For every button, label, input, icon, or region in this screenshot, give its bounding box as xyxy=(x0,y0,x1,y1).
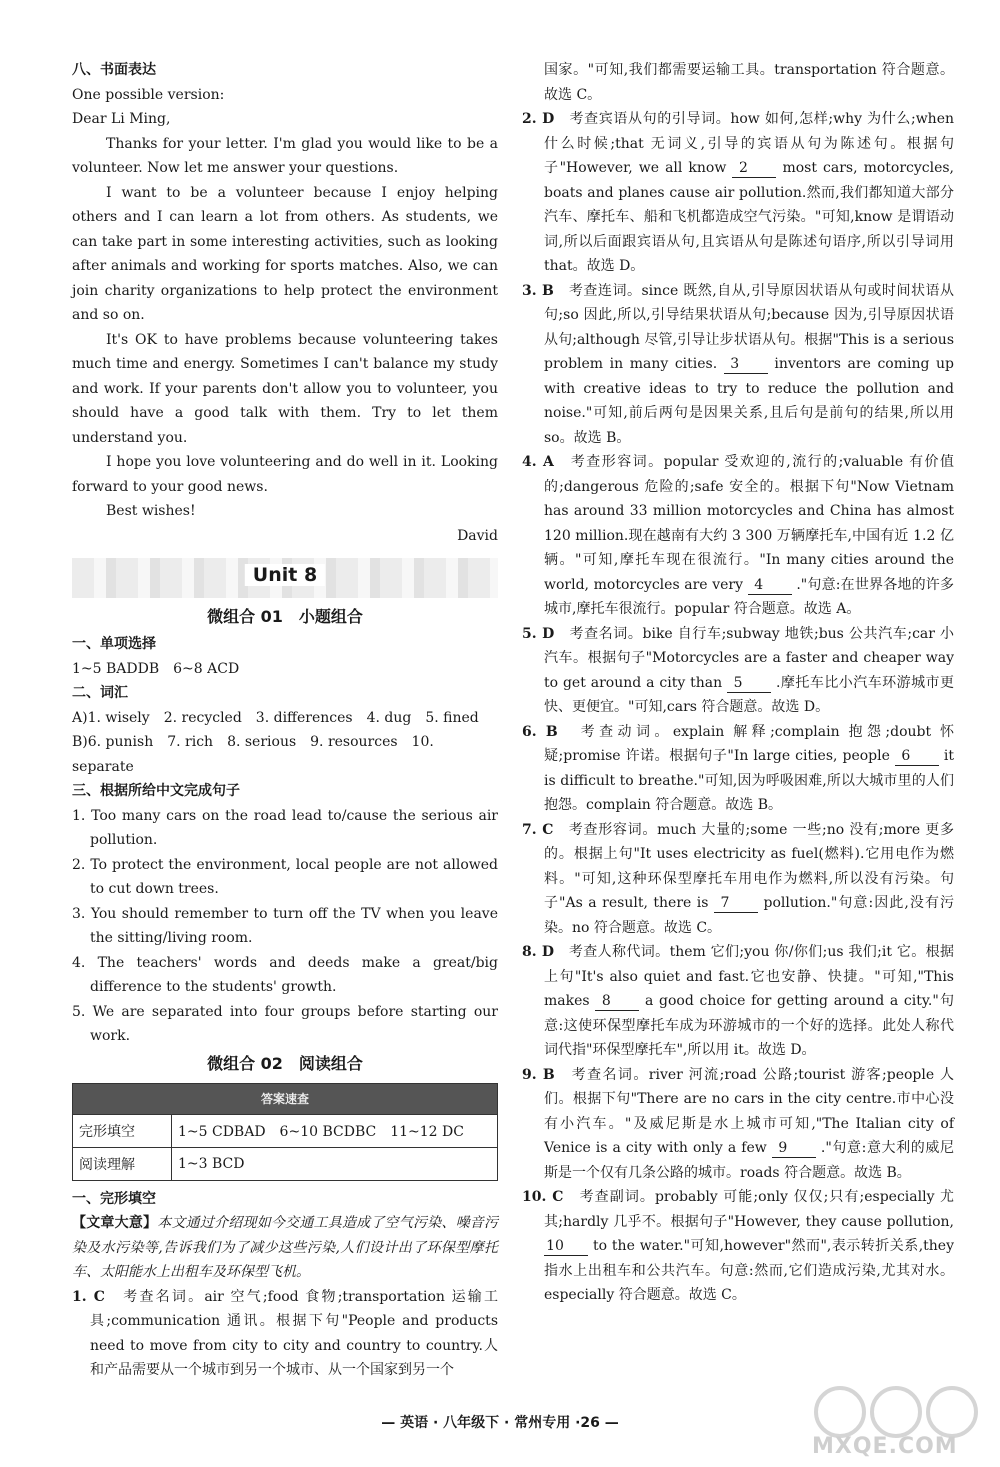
explanation-text: inventors are coming up with creative ideas to try to reduce the pollution and noise."可知,前后两句是因果关系,且后句是前句的结果,所以用 so。故选 B。 xyxy=(544,356,954,446)
table-row xyxy=(73,1114,498,1147)
explanation-text: 考查动词。explain 解释;complain 抱怨;doubt 怀疑;promise 许诺。根据句子"In large cities, people xyxy=(544,723,954,764)
explanation-text: 考查宾语从句的引导词。how 如何,怎样;why 为什么;when 什么时候;that 无词义,引导的宾语从句为陈述句。根据句子"However, we all know xyxy=(544,111,954,176)
right-column xyxy=(522,58,954,1308)
letter-paragraph: I hope you love volunteering and do well in it. Looking forward to your good news. xyxy=(72,454,498,495)
signature: David xyxy=(457,527,498,544)
explanation-text: 考查名词。bike 自行车;subway 地铁;bus 公共汽车;car 小汽车。根据句子"Motorcycles are a faster and cheaper way to get around a city than xyxy=(544,625,955,691)
blank-number: 2 xyxy=(732,159,776,178)
explanation-item xyxy=(522,279,954,451)
sentence-answer: 2. To protect the environment, local people are not allowed to cut down trees. xyxy=(72,856,498,897)
vocab-answers-b: B)6. punish 7. rich 8. serious 9. resources 10. separate xyxy=(72,734,434,775)
blank-number: 3 xyxy=(724,355,768,374)
explanation-list xyxy=(522,107,954,1308)
explanation-item xyxy=(522,720,954,818)
explanation-text: ."句意:在世界各地的许多城市,摩托车很流行。popular 符合题意。故选 A。 xyxy=(544,576,954,617)
explanation-item xyxy=(522,107,954,279)
question-number: 5. D xyxy=(522,625,555,642)
explanation-text: 考查名词。air 空气;food 食物;transportation 运输工具;communication 通讯。根据下句"People and products need to move from city to city and country to country.人和产品需要从一个城市到另一个城市、从一个国家到另一个 xyxy=(90,1288,498,1378)
question-number: 8. D xyxy=(522,944,555,960)
blank-number: 4 xyxy=(748,576,792,595)
unit-banner xyxy=(72,558,498,598)
writing-heading: 八、书面表达 xyxy=(72,62,156,78)
sentence-answer: 4. The teachers' words and deeds make a great/big difference to the students' growth. xyxy=(72,954,498,995)
version-label: One possible version: xyxy=(72,86,225,103)
explanation-continuation: 国家。"可知,我们都需要运输工具。transportation 符合题意。故选 C。 xyxy=(544,62,954,103)
explanation-text: 考查名词。river 河流;road 公路;tourist 游客;people 人们。根据下句"There are no cars in the city centre.市中心没有小汽车。"及威尼斯是水上城市可知,"The Italian city of Venice is a city with only a few xyxy=(544,1066,955,1156)
explanation-text: 考查形容词。much 大量的;some 一些;no 没有;more 更多的。根据上句"It uses electricity as fuel(燃料).它用电作为燃料。"可知,这种环保型摩托车用电作为燃料,所以没有污染。句子"As a result, there is xyxy=(544,821,955,911)
translation-heading: 三、根据所给中文完成句子 xyxy=(72,783,240,799)
answer-table xyxy=(72,1083,498,1181)
question-number: 4. A xyxy=(522,454,554,470)
letter-paragraph: It's OK to have problems because volunteering takes much time and energy. Sometimes I can't balance my study and work. If your parents don't allow you to volunteer, you should have a good talk with them. Try to let them understand you. xyxy=(72,331,498,446)
explanation-text: pollution."句意:因此,没有污染。no 符合题意。故选 C。 xyxy=(544,895,955,936)
blank-number: 9 xyxy=(772,1139,816,1158)
explanation-text: 考查副词。probably 可能;only 仅仅;只有;especially 尤其;hardly 几乎不。根据句子"However, they cause pollution, xyxy=(544,1189,955,1230)
table-row-label: 阅读理解 xyxy=(73,1147,172,1180)
blank-number: 7 xyxy=(714,894,758,913)
table-row xyxy=(73,1147,498,1180)
question-number: 7. C xyxy=(522,821,554,838)
letter-paragraph: Thanks for your letter. I'm glad you would like to be a volunteer. Now let me answer your questions. xyxy=(72,135,498,176)
watermark-circle-icon xyxy=(926,1386,978,1438)
blank-number: 8 xyxy=(595,992,639,1011)
page-footer: — 英语 · 八年级下 · 常州专用 ·26 — xyxy=(381,1415,619,1431)
explanation-text: a good choice for getting around a city."句意:这使环保型摩托车成为环游城市的一个好的选择。此处人称代词代指"环保型摩托车",所以用 it。故选 D。 xyxy=(544,993,955,1058)
letter-paragraph: I want to be a volunteer because I enjoy helping others and I can learn a lot from others. As students, we can take part in some interesting activities, such as looking after animals and working for sports matches. Also, we can join charity organizations to help protect the environment and so on. xyxy=(72,184,498,323)
table-row-value: 1~5 CDBAD 6~10 BCDBC 11~12 DC xyxy=(172,1114,498,1147)
blank-number: 5 xyxy=(727,674,771,693)
watermark-circle-icon xyxy=(814,1386,866,1438)
watermark-text: MXQE.COM xyxy=(812,1434,958,1459)
explanation-item xyxy=(522,940,954,1063)
explanation-text: 考查形容词。popular 受欢迎的,流行的;valuable 有价值的;dangerous 危险的;safe 安全的。根据下句"Now Vietnam has around 33 million motorcycles and China has almost 120 million.现在越南有大约 3 300 万辆摩托车,中国有近 1.2 亿辆。"可知,摩托车现在很流行。"In many cities around the world, motorcycles are very xyxy=(544,454,955,593)
explanation-item xyxy=(522,1063,954,1186)
summary-label: 【文章大意】 xyxy=(72,1215,158,1231)
single-choice-answers: 1~5 BADDB 6~8 ACD xyxy=(72,660,240,677)
explanation-text: 考查连词。since 既然,自从,引导原因状语从句或时间状语从句;so 因此,所以,引导结果状语从句;because 因为,引导原因状语从句;although 尽管,引导让步状语从句。根据"This is a serious problem in many cities. xyxy=(544,282,955,372)
table-row-label: 完形填空 xyxy=(73,1114,172,1147)
question-number: 10. C xyxy=(522,1189,564,1205)
group2-title: 微组合 02 阅读组合 xyxy=(207,1053,363,1073)
left-column xyxy=(72,58,498,1383)
group1-title: 微组合 01 小题组合 xyxy=(207,607,363,626)
vocab-heading: 二、词汇 xyxy=(72,685,128,701)
answer-table-header: 答案速查 xyxy=(73,1083,498,1114)
watermark-logo xyxy=(806,1384,996,1464)
blank-number: 6 xyxy=(895,747,939,766)
vocab-answers-a: A)1. wisely 2. recycled 3. differences 4. dug 5. fined xyxy=(72,709,479,726)
explanation-text: 考查人称代词。them 它们;you 你/你们;us 我们;it 它。根据上句"It's also quiet and fast.它也安静、快捷。"可知,"This makes xyxy=(544,944,955,1009)
unit-title: Unit 8 xyxy=(245,564,325,586)
salutation: Dear Li Ming, xyxy=(72,111,171,127)
explanation-item xyxy=(522,1185,954,1308)
explanation-item xyxy=(522,622,954,720)
explanation-text: .摩托车比小汽车环游城市更快、更便宜。"可知,cars 符合题意。故选 D。 xyxy=(544,674,955,715)
explanation-text: most cars, motorcycles, boats and planes cause air pollution.然而,我们都知道大部分汽车、摩托车、船和飞机都造成空气污染。"可知,know 是谓语动词,所以后面跟宾语从句,且宾语从句是陈述句语序,所以引导词用 that。故选 D。 xyxy=(544,160,955,274)
question-number: 3. B xyxy=(522,282,554,299)
explanation-item xyxy=(522,818,954,941)
cloze-heading: 一、完形填空 xyxy=(72,1190,156,1207)
explanation-text: it is difficult to breathe."可知,因为呼吸困难,所以大城市里的人们抱怨。complain 符合题意。故选 B。 xyxy=(544,748,954,813)
question-number: 9. B xyxy=(522,1066,555,1083)
explanation-item xyxy=(522,450,954,622)
table-row-value: 1~3 BCD xyxy=(172,1147,498,1180)
question-number: 6. B xyxy=(522,723,558,740)
blank-number: 10 xyxy=(544,1237,588,1256)
explanation-item xyxy=(72,1285,498,1383)
explanation-text: ."句意:意大利的威尼斯是一个仅有几条公路的城市。roads 符合题意。故选 B。 xyxy=(544,1140,954,1181)
sentence-answer: 3. You should remember to turn off the TV when you leave the sitting/living room. xyxy=(72,905,498,946)
question-number: 1. C xyxy=(72,1288,105,1305)
explanation-text: to the water."可知,however"然而",表示转折关系,they 指水上出租车和公共汽车。句意:然而,它们造成污染,尤其对水。especially 符合题意。故选 C。 xyxy=(544,1238,954,1303)
watermark-circle-icon xyxy=(870,1386,922,1438)
question-number: 2. D xyxy=(522,111,555,127)
summary-text: 本文通过介绍现如今交通工具造成了空气污染、噪音污染及水污染等,告诉我们为了减少这些污染,人们设计出了环保型摩托车、太阳能水上出租车及环保型飞机。 xyxy=(72,1215,499,1280)
sentence-answer: 5. We are separated into four groups before starting our work. xyxy=(72,1003,498,1044)
closing: Best wishes! xyxy=(106,503,196,519)
single-choice-heading: 一、单项选择 xyxy=(72,636,156,652)
sentence-answer: 1. Too many cars on the road lead to/cause the serious air pollution. xyxy=(72,807,498,848)
summary xyxy=(72,1211,498,1285)
